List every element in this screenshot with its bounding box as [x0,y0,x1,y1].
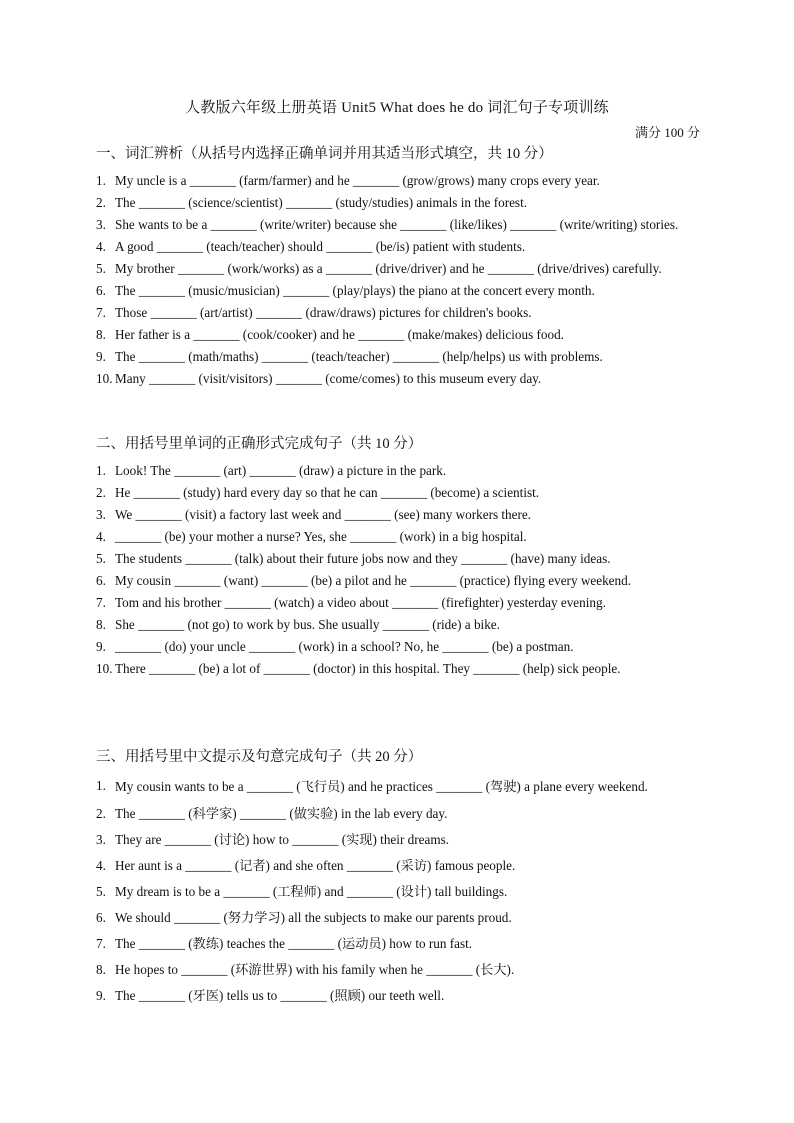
question-item [96,773,696,801]
question-number: 9. [96,639,106,654]
question-text: The _______ (教练) teaches the _______ (运动员) how to run fast. [115,936,473,951]
question-text: There _______ (be) a lot of _______ (doctor) in this hospital. They _______ (help) sick people. [115,661,621,676]
question-number: 8. [96,962,106,977]
question-item [96,614,696,636]
question-number: 1. [96,173,106,188]
question-item [96,526,696,548]
question-number: 2. [96,806,106,821]
question-number: 4. [96,858,106,873]
question-text: We _______ (visit) a factory last week and _______ (see) many workers there. [115,507,532,522]
question-number: 3. [96,217,106,232]
question-number: 5. [96,551,106,566]
question-item [96,214,696,236]
question-item [96,504,696,526]
question-number: 2. [96,485,106,500]
full-score-label: 满分 100 分 [634,125,700,140]
question-text: We should _______ (努力学习) all the subjects to make our parents proud. [115,910,512,925]
question-item [96,636,696,658]
question-item [96,879,696,905]
question-text: They are _______ (讨论) how to _______ (实现) their dreams. [115,832,450,847]
question-number: 6. [96,573,106,588]
question-item [96,368,696,390]
question-text: The students _______ (talk) about their future jobs now and they _______ (have) many ideas. [115,551,611,566]
question-item [96,658,696,680]
question-item [96,570,696,592]
question-number: 6. [96,283,106,298]
question-text: My cousin _______ (want) _______ (be) a pilot and he _______ (practice) flying every weekend. [115,573,631,588]
question-number: 9. [96,349,106,364]
question-text: My brother _______ (work/works) as a _______ (drive/driver) and he _______ (drive/drives) carefully. [115,261,662,276]
question-text: The _______ (music/musician) _______ (play/plays) the piano at the concert every month. [115,283,595,298]
section-title: 二、用括号里单词的正确形式完成句子（共 10 分） [96,436,423,452]
question-item [96,346,696,368]
question-text: Look! The _______ (art) _______ (draw) a picture in the park. [115,463,447,478]
question-item [96,853,696,879]
section-vocabulary [96,142,696,390]
question-number: 8. [96,617,106,632]
question-item [96,258,696,280]
section-verb-forms [96,432,696,680]
question-text: He _______ (study) hard every day so that he can _______ (become) a scientist. [115,485,540,500]
question-number: 2. [96,195,106,210]
question-text: The _______ (牙医) tells us to _______ (照顾) our teeth well. [115,988,445,1003]
question-item [96,931,696,957]
question-number: 4. [96,529,106,544]
question-item [96,192,696,214]
question-text: _______ (do) your uncle _______ (work) in a school? No, he _______ (be) a postman. [115,639,574,654]
question-number: 4. [96,239,106,254]
question-text: My dream is to be a _______ (工程师) and _______ (设计) tall buildings. [115,884,508,899]
question-item [96,236,696,258]
question-text: My cousin wants to be a _______ (飞行员) and he practices _______ (驾驶) a plane every weekend. [115,779,648,794]
question-text: She wants to be a _______ (write/writer) because she _______ (like/likes) _______ (write/writing) stories. [115,217,679,232]
question-item [96,324,696,346]
question-text: Tom and his brother _______ (watch) a video about _______ (firefighter) yesterday evening. [115,595,606,610]
question-item [96,801,696,827]
question-number: 7. [96,305,106,320]
question-item [96,592,696,614]
question-number: 8. [96,327,106,342]
question-item [96,170,696,192]
question-text: She _______ (not go) to work by bus. She usually _______ (ride) a bike. [115,617,500,632]
question-number: 5. [96,261,106,276]
question-text: _______ (be) your mother a nurse? Yes, she _______ (work) in a big hospital. [115,529,527,544]
question-number: 10. [96,661,113,676]
question-number: 1. [96,463,106,478]
question-text: Those _______ (art/artist) _______ (draw/draws) pictures for children's books. [115,305,532,320]
question-item [96,280,696,302]
question-item [96,548,696,570]
question-item [96,905,696,931]
question-item [96,983,696,1009]
question-item [96,482,696,504]
question-number: 3. [96,507,106,522]
question-text: Her father is a _______ (cook/cooker) and he _______ (make/makes) delicious food. [115,327,564,342]
question-number: 3. [96,832,106,847]
question-text: He hopes to _______ (环游世界) with his family when he _______ (长大). [115,962,515,977]
question-number: 7. [96,936,106,951]
question-text: Her aunt is a _______ (记者) and she often _______ (采访) famous people. [115,858,516,873]
question-number: 10. [96,371,113,386]
question-text: A good _______ (teach/teacher) should _______ (be/is) patient with students. [115,239,526,254]
section-title: 三、用括号里中文提示及句意完成句子（共 20 分） [96,749,423,765]
question-text: Many _______ (visit/visitors) _______ (come/comes) to this museum every day. [115,371,542,386]
question-text: The _______ (科学家) _______ (做实验) in the lab every day. [115,806,448,821]
question-number: 7. [96,595,106,610]
question-number: 5. [96,884,106,899]
section-chinese-hints [96,745,696,1009]
question-item [96,827,696,853]
question-item [96,957,696,983]
section-title: 一、词汇辨析（从括号内选择正确单词并用其适当形式填空，共 10 分） [96,146,553,162]
document-title: 人教版六年级上册英语 Unit5 What does he do 词汇句子专项训练 [185,100,609,116]
question-text: The _______ (math/maths) _______ (teach/teacher) _______ (help/helps) us with problems. [115,349,603,364]
question-number: 1. [96,778,106,793]
question-text: My uncle is a _______ (farm/farmer) and he _______ (grow/grows) many crops every year. [115,173,600,188]
question-number: 6. [96,910,106,925]
question-item [96,302,696,324]
question-item [96,460,696,482]
question-text: The _______ (science/scientist) _______ (study/studies) animals in the forest. [115,195,528,210]
question-number: 9. [96,988,106,1003]
